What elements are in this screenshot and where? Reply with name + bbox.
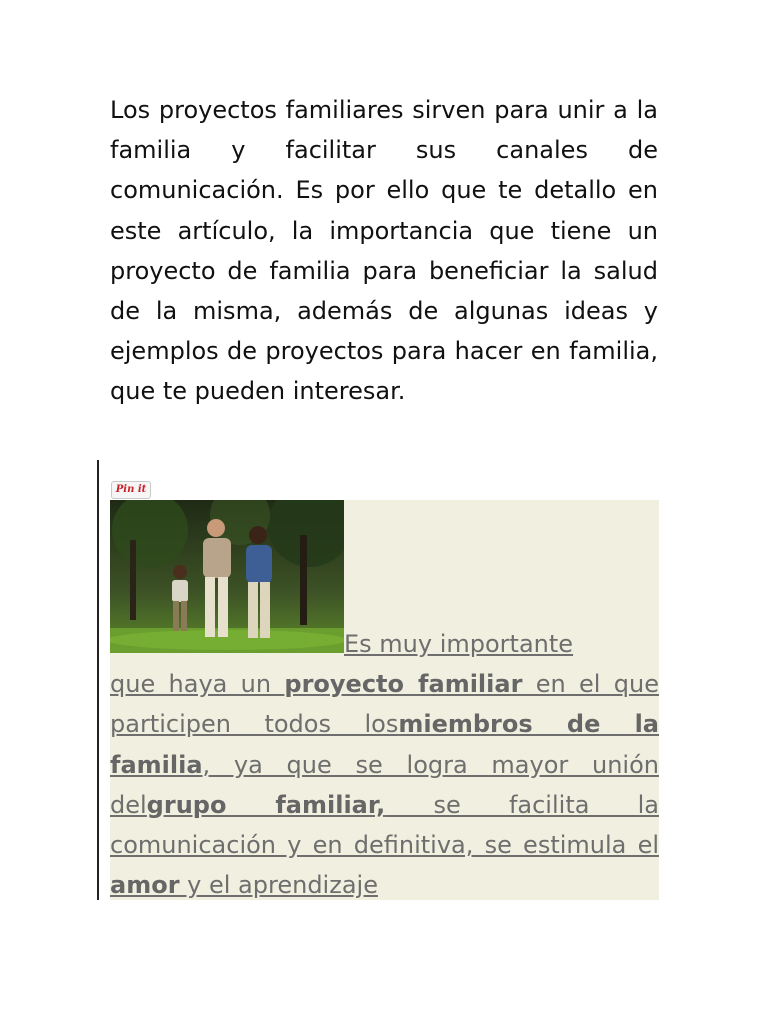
pin-it-button[interactable]: Pin it	[111, 481, 151, 499]
link-text-4[interactable]: se facilita la comunicación y en definitiva, se estimula el	[110, 790, 659, 860]
vertical-rule	[97, 460, 99, 900]
link-text-1[interactable]: que haya un	[110, 670, 285, 699]
link-text-3[interactable]: , ya que se logra mayor unión del	[110, 750, 659, 819]
link-text-2[interactable]: en el que participen todos los	[110, 670, 659, 739]
highlight-text	[110, 624, 659, 900]
link-amor[interactable]	[110, 871, 180, 899]
link-grupo-familiar[interactable]	[147, 791, 386, 819]
bold-grupo-familiar: grupo familiar,	[146, 790, 386, 819]
highlight-panel	[110, 500, 659, 900]
link-text-5[interactable]: y el aprendizaje	[179, 871, 378, 900]
link-proyecto-familiar[interactable]	[284, 670, 522, 698]
bold-proyecto-familiar: proyecto familiar	[284, 670, 523, 699]
bold-amor: amor	[110, 871, 180, 900]
intro-paragraph: Los proyectos familiares sirven para unir a la familia y facilitar sus canales de comunicación. Es por ello que te detallo en este artículo, la importancia que tiene un proyecto de familia para beneficiar la salud de la misma, además de algunas ideas y ejemplos de proyectos para hacer en familia, que te pueden interesar.	[110, 96, 658, 406]
bold-miembros-familia: miembros de la familia	[110, 710, 659, 779]
link-lead[interactable]: Es muy importante	[344, 630, 574, 658]
